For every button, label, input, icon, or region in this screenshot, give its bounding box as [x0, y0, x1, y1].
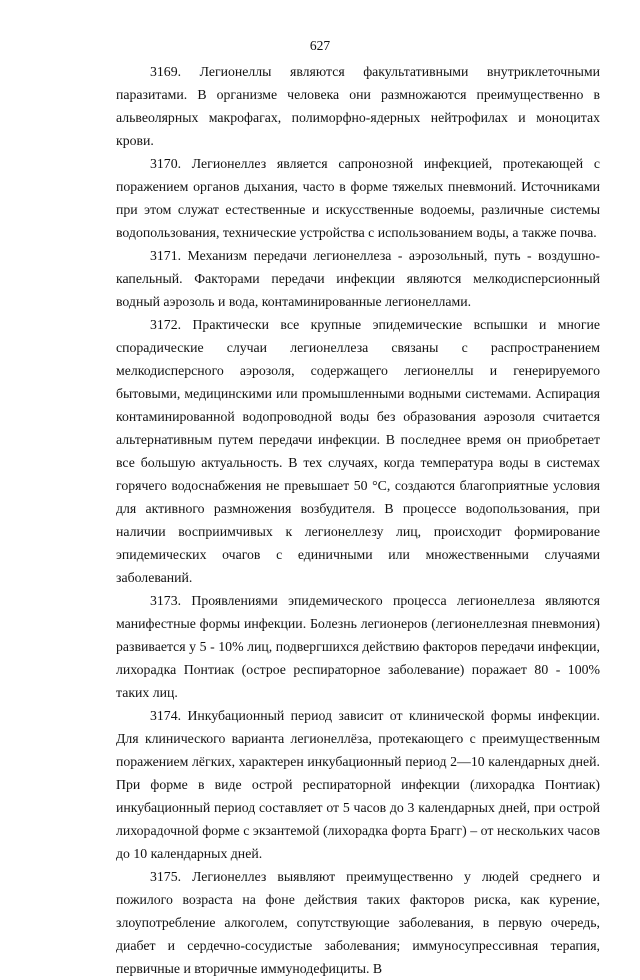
- paragraph-3171: 3171. Механизм передачи легионеллеза - аэрозольный, путь - воздушно-капельный. Факторами передачи инфекции являются мелкодисперсионный водный аэрозоль и вода, контаминированные легионеллами.: [116, 248, 600, 309]
- paragraph-3170: 3170. Легионеллез является сапронозной инфекцией, протекающей с поражением органов дыхания, часто в форме тяжелых пневмоний. Источниками при этом служат естественные и искусственные водоемы, различные системы водопользования, технические устройства с использованием воды, а также почва.: [116, 156, 600, 240]
- paragraph-3175: 3175. Легионеллез выявляют преимущественно у людей среднего и пожилого возраста на фоне действия таких факторов риска, как курение, злоупотребление алкоголем, сопутствующие заболевания, в первую очередь, диабет и сердечно-сосудистые заболевания; иммуносупрессивная терапия, первичные и вторичные иммунодефициты. В: [116, 869, 600, 976]
- document-body: [116, 60, 600, 980]
- page-number: 627: [309, 38, 331, 53]
- paragraph-3173: 3173. Проявлениями эпидемического процесса легионеллеза являются манифестные формы инфекции. Болезнь легионеров (легионеллезная пневмония) развивается у 5 - 10% лиц, подвергшихся действию факторов передачи инфекции, лихорадка Понтиак (острое респираторное заболевание) поражает 80 - 100% таких лиц.: [116, 593, 600, 700]
- paragraph-3174: 3174. Инкубационный период зависит от клинической формы инфекции. Для клинического варианта легионеллёза, протекающего с преимущественным поражением лёгких, характерен инкубационный период 2—10 календарных дней. При форме в виде острой респираторной инфекции (лихорадка Понтиак) инкубационный период составляет от 5 часов до 3 календарных дней, при острой лихорадочной форме с экзантемой (лихорадка форта Брагг) – от нескольких часов до 10 календарных дней.: [116, 708, 600, 861]
- paragraph-3172: 3172. Практически все крупные эпидемические вспышки и многие спорадические случаи легионеллеза связаны с распространением мелкодисперсного аэрозоля, содержащего легионеллы и генерируемого бытовыми, медицинскими или промышленными водными системами. Аспирация контаминированной водопроводной воды без образования аэрозоля считается альтернативным путем передачи инфекции. В последнее время он приобретает все большую актуальность. В тех случаях, когда температура воды в системах горячего водоснабжения не превышает 50 °С, создаются благоприятные условия для активного размножения возбудителя. В процессе водопользования, при наличии восприимчивых к легионеллезу лиц, происходит формирование эпидемических очагов с единичными или множественными случаями заболеваний.: [116, 317, 600, 585]
- paragraph-3169: 3169. Легионеллы являются факультативными внутриклеточными паразитами. В организме человека они размножаются преимущественно в альвеолярных макрофагах, полиморфно-ядерных нейтрофилах и моноцитах крови.: [116, 64, 600, 148]
